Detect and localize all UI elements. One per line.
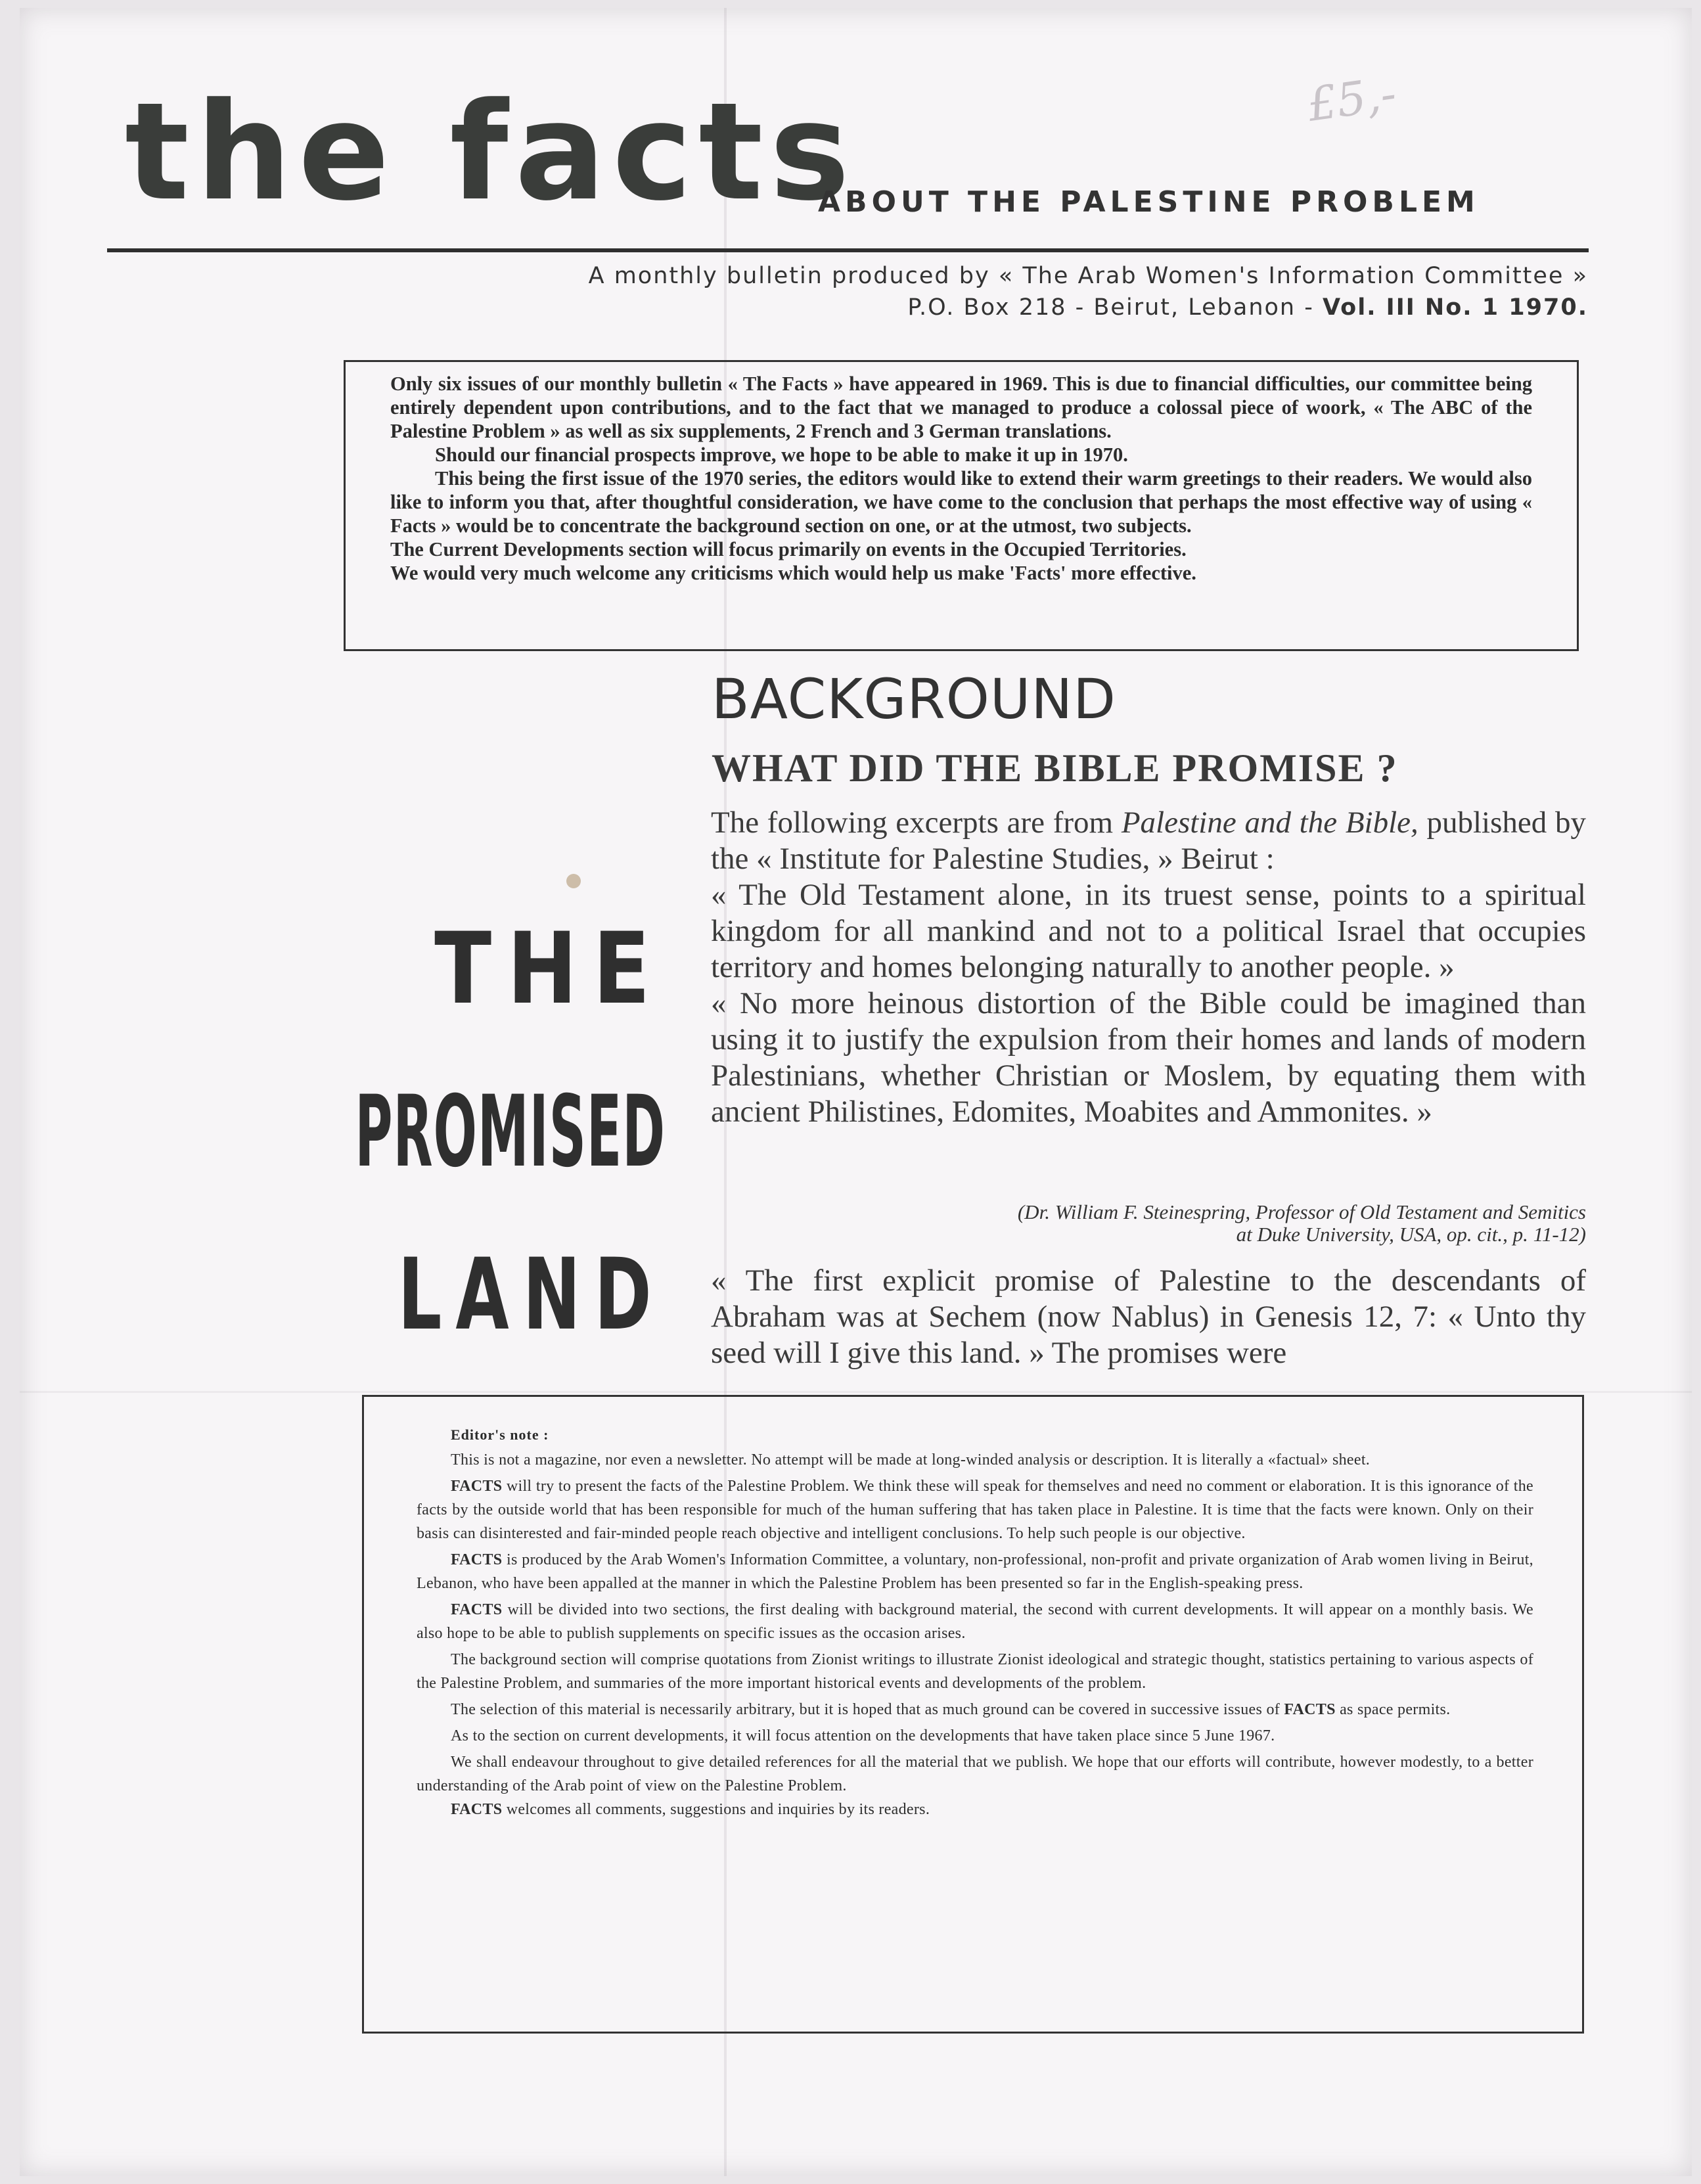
editors-note-box (362, 1395, 1584, 2034)
masthead-subtitle: ABOUT THE PALESTINE PROBLEM (818, 185, 1480, 219)
intro-paragraph: Only six issues of our monthly bulletin « The Facts » have appeared in 1969. This is due to financial difficulties, our committee being entirely dependent upon contributions, and to the fact that we managed to produce a colossal piece of woork, « The ABC of the Palestine Problem » as well as six supplements, 2 French and 3 German translations. (390, 373, 1532, 442)
facts-lead: FACTS (451, 1551, 503, 1568)
background-body-continued (711, 1263, 1586, 1371)
background-intro (711, 805, 1586, 877)
note-paragraph (417, 1798, 1533, 1821)
intro-text: The following excerpts are from (711, 806, 1122, 840)
intro-paragraph: Should our financial prospects improve, we hope to be able to make it up in 1970. (435, 444, 1128, 466)
publisher-line: A monthly bulletin produced by « The Arab Women's Information Committee » (588, 263, 1588, 289)
note-paragraph: As to the section on current developments, it will focus attention on the developments that have taken place since 5 June 1967. (451, 1727, 1275, 1744)
handwritten-price-mark: £5,- (1304, 66, 1400, 132)
note-paragraph (417, 1698, 1533, 1721)
quote-paragraph: « The first explicit promise of Palestine to the descendants of Abraham was at Sechem (now Nablus) in Genesis 12, 7: « Unto thy seed will I give this land. » The promises were (711, 1263, 1586, 1370)
note-text: as space permits. (1335, 1701, 1451, 1718)
issue-number: Vol. III No. 1 1970. (1322, 294, 1588, 321)
note-paragraph (417, 1474, 1533, 1545)
intro-paragraph: This being the first issue of the 1970 series, the editors would like to extend their warm greetings to their readers. We would also like to inform you that, after thoughtful consideration, we have come to the conclusion that perhaps the most effective way of using « Facts » would be to concentrate the background section on one, or at the utmost, two subjects. (390, 467, 1532, 537)
intro-text: published by the « Institute for Palestine Studies, » Beirut : (711, 806, 1586, 876)
feature-title-land: LAND (397, 1238, 666, 1352)
note-text: is produced by the Arab Women's Information Committee, a voluntary, non-professional, non-profit and private organization of Arab women living in Beirut, Lebanon, who have been appalled at the manner in which the Palestine Problem has been presented so far in the English-speaking press. (417, 1551, 1533, 1592)
intro-notice-box (344, 360, 1579, 651)
address-text: P.O. Box 218 - Beirut, Lebanon - (907, 294, 1323, 321)
citation-line: at Duke University, USA, op. cit., p. 11-12) (1236, 1223, 1586, 1246)
article-heading: WHAT DID THE BIBLE PROMISE ? (712, 746, 1398, 790)
masthead-rule (107, 248, 1589, 252)
note-paragraph: The background section will comprise quotations from Zionist writings to illustrate Zionist ideological and strategic thought, statistics pertaining to various aspects of the Palestine Problem, and summaries of the more important historical events and developments of the problem. (417, 1651, 1533, 1692)
paper-stain (566, 874, 581, 888)
feature-title-the: THE (434, 912, 666, 1026)
facts-lead: FACTS (1284, 1701, 1336, 1718)
intro-paragraph: The Current Developments section will focus primarily on events in the Occupied Territories. (390, 538, 1187, 560)
editors-note-heading: Editor's note : (451, 1426, 549, 1443)
facts-lead: FACTS (451, 1801, 503, 1818)
note-text: The selection of this material is necessarily arbitrary, but it is hoped that as much ground can be covered in successive issues of (451, 1701, 1284, 1718)
facts-lead: FACTS (451, 1478, 503, 1495)
citation-line: (Dr. William F. Steinespring, Professor of Old Testament and Semitics (1017, 1200, 1586, 1223)
quote-paragraph: « The Old Testament alone, in its truest sense, points to a spiritual kingdom for all mankind and not to a political Israel that occupies territory and homes belonging naturally to another people. » (711, 878, 1586, 984)
intro-paragraph: We would very much welcome any criticisms which would help us make 'Facts' more effective. (390, 562, 1196, 584)
note-paragraph (417, 1548, 1533, 1595)
note-text: welcomes all comments, suggestions and inquiries by its readers. (502, 1801, 930, 1818)
note-paragraph (417, 1598, 1533, 1645)
page-fold-horizontal (20, 1391, 1692, 1393)
section-heading: BACKGROUND (712, 667, 1116, 731)
citation (711, 1201, 1586, 1246)
background-body (711, 805, 1586, 1130)
masthead-title: the facts (125, 74, 857, 231)
quote-paragraph: « No more heinous distortion of the Bible could be imagined than using it to justify the expulsion from their homes and lands of modern Palestinians, whether Christian or Moslem, by equating them with ancient Philistines, Edomites, Moabites and Ammonites. » (711, 986, 1586, 1129)
note-paragraph: We shall endeavour throughout to give detailed references for all the material that we publish. We hope that our efforts will contribute, however modestly, to a better understanding of the Arab point of view on the Palestine Problem. (417, 1754, 1533, 1794)
facts-lead: FACTS (451, 1601, 503, 1618)
feature-title-promised: PROMISED (355, 1075, 666, 1189)
note-text: will try to present the facts of the Palestine Problem. We think these will speak for themselves and need no comment or elaboration. It is this ignorance of the facts by the outside world that has been responsible for much of the human suffering that has taken place in Palestine. It is time that the facts were known. Only on their basis can disinterested and fair-minded people reach objective and intelligent conclusions. To help such people is our objective. (417, 1478, 1533, 1542)
note-text: will be divided into two sections, the first dealing with background material, the second with current developments. It will appear on a monthly basis. We also hope to be able to publish supplements on specific issues as the occasion arises. (417, 1601, 1533, 1642)
address-line (907, 294, 1588, 321)
note-paragraph: This is not a magazine, nor even a newsletter. No attempt will be made at long-winded analysis or description. It is literally a «factual» sheet. (451, 1451, 1371, 1468)
book-title: Palestine and the Bible, (1121, 806, 1418, 840)
